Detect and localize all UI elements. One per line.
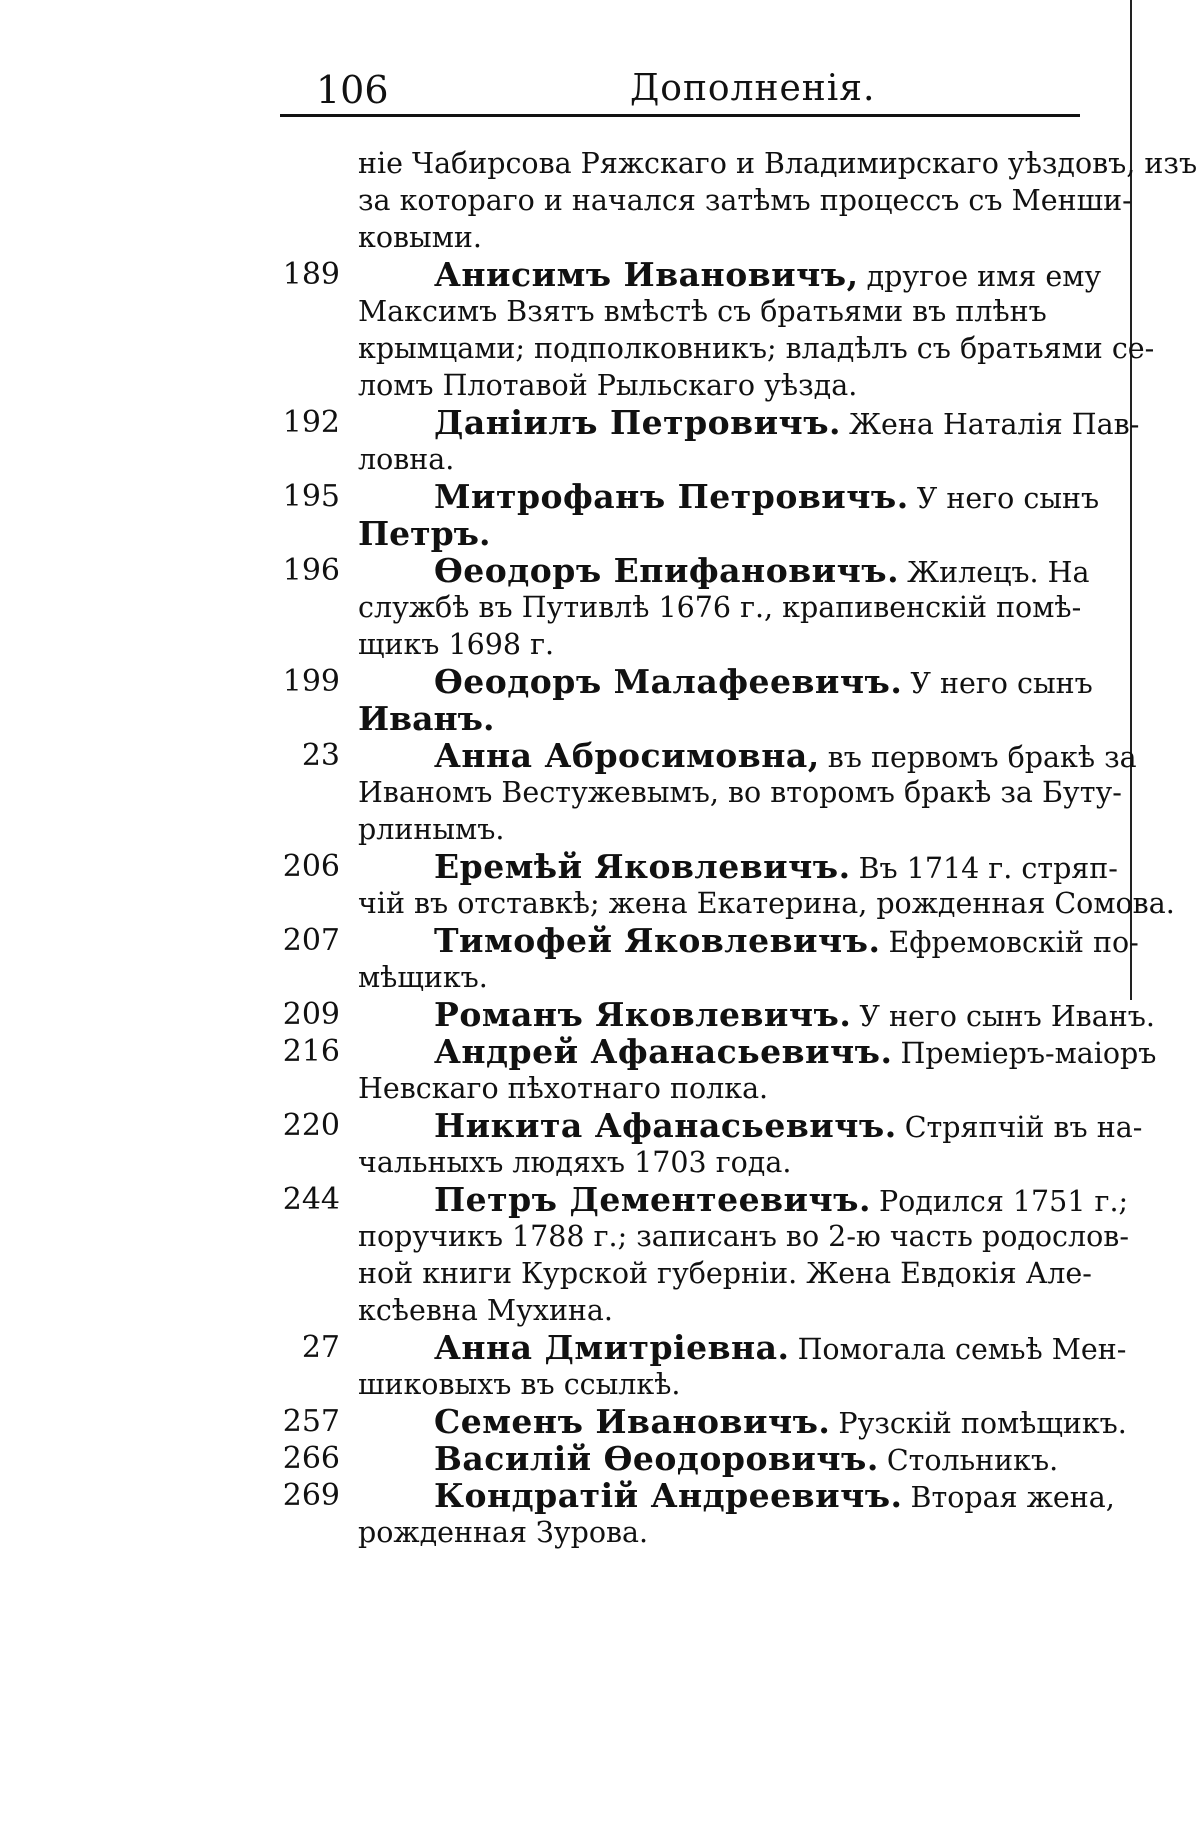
entry-heading	[270, 921, 1139, 960]
entry-text: ной книги Курской губерніи. Жена Евдокія Але-	[358, 1257, 1092, 1290]
person-name: Семенъ Ивановичъ.	[434, 1402, 831, 1441]
entry-line	[270, 293, 1120, 330]
entry-heading-text	[434, 922, 1139, 961]
person-name: Анисимъ Ивановичъ,	[434, 255, 859, 294]
entry-note: Жена Наталія Пав-	[849, 408, 1140, 441]
entry-number: 257	[282, 1404, 340, 1439]
entry-note: Вторая жена,	[910, 1481, 1115, 1514]
entry-heading-text	[434, 996, 1155, 1035]
entry-line	[270, 1070, 1120, 1107]
person-name: Василій Ѳеодоровичъ.	[434, 1439, 879, 1478]
entry-text: чій въ отставкѣ; жена Екатерина, рожденная Сомова.	[358, 887, 1175, 920]
entry-text: мѣщикъ.	[358, 961, 488, 994]
entry-line	[270, 700, 1120, 737]
entry-heading	[270, 1477, 1120, 1514]
entry-heading	[270, 552, 1120, 589]
entry-heading	[270, 478, 1120, 515]
entry-line	[270, 367, 1120, 404]
entry-note: У него сынъ	[910, 667, 1093, 700]
continuation-line	[270, 219, 1120, 256]
entry-note: У него сынъ	[916, 482, 1100, 515]
entry-text: службѣ въ Путивлѣ 1676 г., крапивенскій помѣ-	[358, 591, 1082, 624]
continuation-line	[270, 145, 1197, 182]
entry-number: 207	[282, 923, 340, 958]
person-name: Андрей Афанасьевичъ.	[434, 1032, 893, 1071]
person-name: Кондратій Андреевичъ.	[434, 1476, 903, 1515]
entry-text: ломъ Плотавой Рыльскаго уѣзда.	[358, 369, 858, 402]
entry-heading-text	[434, 663, 1093, 702]
person-name: Анна Абросимовна,	[434, 736, 820, 775]
entry-number: 27	[301, 1330, 340, 1365]
entry-heading	[270, 1440, 1120, 1477]
entry-number: 244	[282, 1182, 340, 1217]
entry-note: Родился 1751 г.;	[878, 1185, 1129, 1218]
person-name: Петръ Дементеевичъ.	[434, 1180, 871, 1219]
entry-note: въ первомъ бракѣ за	[827, 741, 1137, 774]
entry-note: Стряпчій въ на-	[904, 1111, 1143, 1144]
entry-text: поручикъ 1788 г.; записанъ во 2-ю часть родослов-	[358, 1220, 1129, 1253]
entry-text: Невскаго пѣхотнаго полка.	[358, 1072, 769, 1105]
continuation-text: ковыми.	[358, 221, 482, 254]
entry-line	[270, 1255, 1120, 1292]
entry-text: чальныхъ людяхъ 1703 года.	[358, 1146, 792, 1179]
entry-line	[270, 774, 1120, 811]
entry-line	[270, 1366, 1120, 1403]
entry-line	[270, 1292, 1120, 1329]
entry-text: ксѣевна Мухина.	[358, 1294, 613, 1327]
person-name: Ѳеодоръ Епифановичъ.	[434, 551, 900, 590]
entry-heading-text	[434, 1440, 1058, 1479]
entry-note: Въ 1714 г. стряп-	[858, 852, 1118, 885]
entry-note: Стольникъ.	[886, 1444, 1059, 1477]
continuation-text: за котораго и начался затѣмъ процессъ съ Менши-	[358, 184, 1132, 217]
entry-heading-text	[434, 848, 1118, 887]
entry-note: Преміеръ-маіоръ	[900, 1037, 1157, 1070]
entry-heading-text	[434, 1403, 1127, 1442]
entry-heading-text	[434, 478, 1099, 517]
entry-line	[270, 1514, 1120, 1551]
person-name: Митрофанъ Петровичъ.	[434, 477, 909, 516]
entry-heading	[270, 848, 1120, 885]
entry-number: 220	[282, 1108, 340, 1143]
entry-heading-text	[434, 404, 1139, 443]
entry-line	[270, 330, 1155, 367]
entry-heading-text	[434, 256, 1101, 295]
page-header	[280, 64, 1080, 117]
entry-note: Рузскій помѣщикъ.	[838, 1407, 1127, 1440]
entry-line	[270, 515, 1120, 552]
entry-heading-text	[434, 1181, 1128, 1220]
entry-heading	[270, 663, 1120, 700]
entry-heading-text	[434, 1107, 1142, 1146]
running-title: Дополненія.	[630, 68, 876, 109]
entry-line	[270, 589, 1120, 626]
entry-heading	[270, 256, 1120, 293]
entry-number: 195	[282, 479, 340, 514]
entries-list	[270, 145, 1197, 1551]
entry-text: Петръ.	[358, 514, 491, 553]
entry-line	[270, 1144, 1120, 1181]
entry-text: шиковыхъ въ ссылкѣ.	[358, 1368, 681, 1401]
entry-heading	[270, 1328, 1127, 1367]
entry-number: 269	[282, 1478, 340, 1513]
entry-line	[270, 441, 1120, 478]
entry-text: щикъ 1698 г.	[358, 628, 555, 661]
entry-heading-text	[434, 1477, 1115, 1516]
person-name: Ѳеодоръ Малафеевичъ.	[434, 662, 903, 701]
person-name: Еремѣй Яковлевичъ.	[434, 847, 851, 886]
entry-number: 189	[282, 257, 340, 292]
person-name: Анна Дмитріевна.	[434, 1328, 790, 1367]
entry-number: 23	[301, 738, 340, 773]
entry-heading	[270, 995, 1155, 1034]
entry-number: 209	[282, 997, 340, 1032]
entry-text: рожденная Зурова.	[358, 1516, 649, 1549]
entry-number: 199	[282, 664, 340, 699]
entry-heading-text	[434, 1329, 1126, 1368]
entry-line	[270, 626, 1120, 663]
entry-number: 192	[282, 405, 340, 440]
entry-text: крымцами; подполковникъ; владѣлъ съ братьями се-	[358, 332, 1155, 365]
entry-text: Иванъ.	[358, 699, 495, 738]
person-name: Тимофей Яковлевичъ.	[434, 921, 881, 960]
person-name: Никита Афанасьевичъ.	[434, 1106, 897, 1145]
entry-heading	[270, 736, 1137, 775]
entry-heading	[270, 1180, 1129, 1219]
entry-heading	[270, 403, 1140, 442]
page-number: 106	[316, 68, 389, 112]
person-name: Романъ Яковлевичъ.	[434, 995, 852, 1034]
entry-heading	[270, 1032, 1157, 1071]
entry-note: У него сынъ Иванъ.	[859, 1000, 1155, 1033]
person-name: Даніилъ Петровичъ.	[434, 403, 842, 442]
continuation-line	[270, 182, 1132, 219]
entry-text: Максимъ Взятъ вмѣстѣ съ братьями въ плѣнъ	[358, 295, 1047, 328]
entry-number: 266	[282, 1441, 340, 1476]
entry-heading-text	[434, 1033, 1156, 1072]
entry-heading-text	[434, 737, 1137, 776]
entry-text: ловна.	[358, 443, 455, 476]
entry-line	[270, 885, 1175, 922]
entry-note: Ефремовскій по-	[888, 926, 1139, 959]
entry-heading-text	[434, 552, 1090, 591]
entry-number: 216	[282, 1034, 340, 1069]
entry-number: 196	[282, 553, 340, 588]
continuation-text: ніе Чабирсова Ряжскаго и Владимирскаго уѣздовъ, изъ	[358, 147, 1197, 180]
entry-text: рлинымъ.	[358, 813, 505, 846]
entry-note: Жилецъ. На	[907, 556, 1090, 589]
entry-note: Помогала семьѣ Мен-	[797, 1333, 1127, 1366]
entry-note: другое имя ему	[866, 260, 1102, 293]
entry-line	[270, 959, 1120, 996]
entry-line	[270, 1218, 1129, 1255]
entry-heading	[270, 1402, 1127, 1441]
entry-line	[270, 811, 1120, 848]
entry-text: Иваномъ Вестужевымъ, во второмъ бракѣ за Буту-	[358, 776, 1122, 809]
entry-number: 206	[282, 849, 340, 884]
entry-heading	[270, 1106, 1143, 1145]
